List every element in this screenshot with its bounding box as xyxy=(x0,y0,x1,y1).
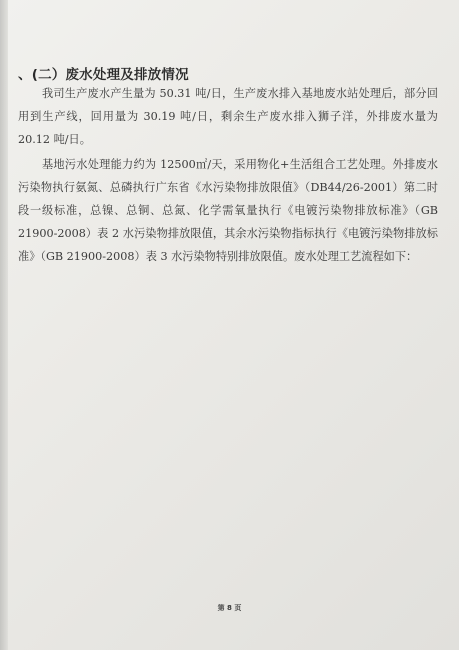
paragraph-treatment-standards: 基地污水处理能力约为 12500㎡/天，采用物化+生活组合工艺处理。外排废水污染物执行氨氮、总磷执行广东省《水污染物排放限值》（DB44/26-2001）第二时段一级标准，总镍、总铜、总氮、化学需氧量执行《电镀污染物排放标准》（GB 21900-2008）表 2 水污染物排放限值，其余水污染物指标执行《电镀污染物排放标准》（GB 21900-2008）表 3 水污染物特别排放限值。废水处理工艺流程如下： xyxy=(18,158,438,263)
paragraph-wastewater-volume: 我司生产废水产生量为 50.31 吨/日，生产废水排入基地废水站处理后，部分回用到生产线，回用量为 30.19 吨/日，剩余生产废水排入狮子洋，外排废水量为 20.12 吨/日。 xyxy=(18,87,438,146)
page-number: 第 8 页 xyxy=(217,604,242,612)
section-heading: 、(二）废水处理及排放情况 xyxy=(18,67,189,83)
